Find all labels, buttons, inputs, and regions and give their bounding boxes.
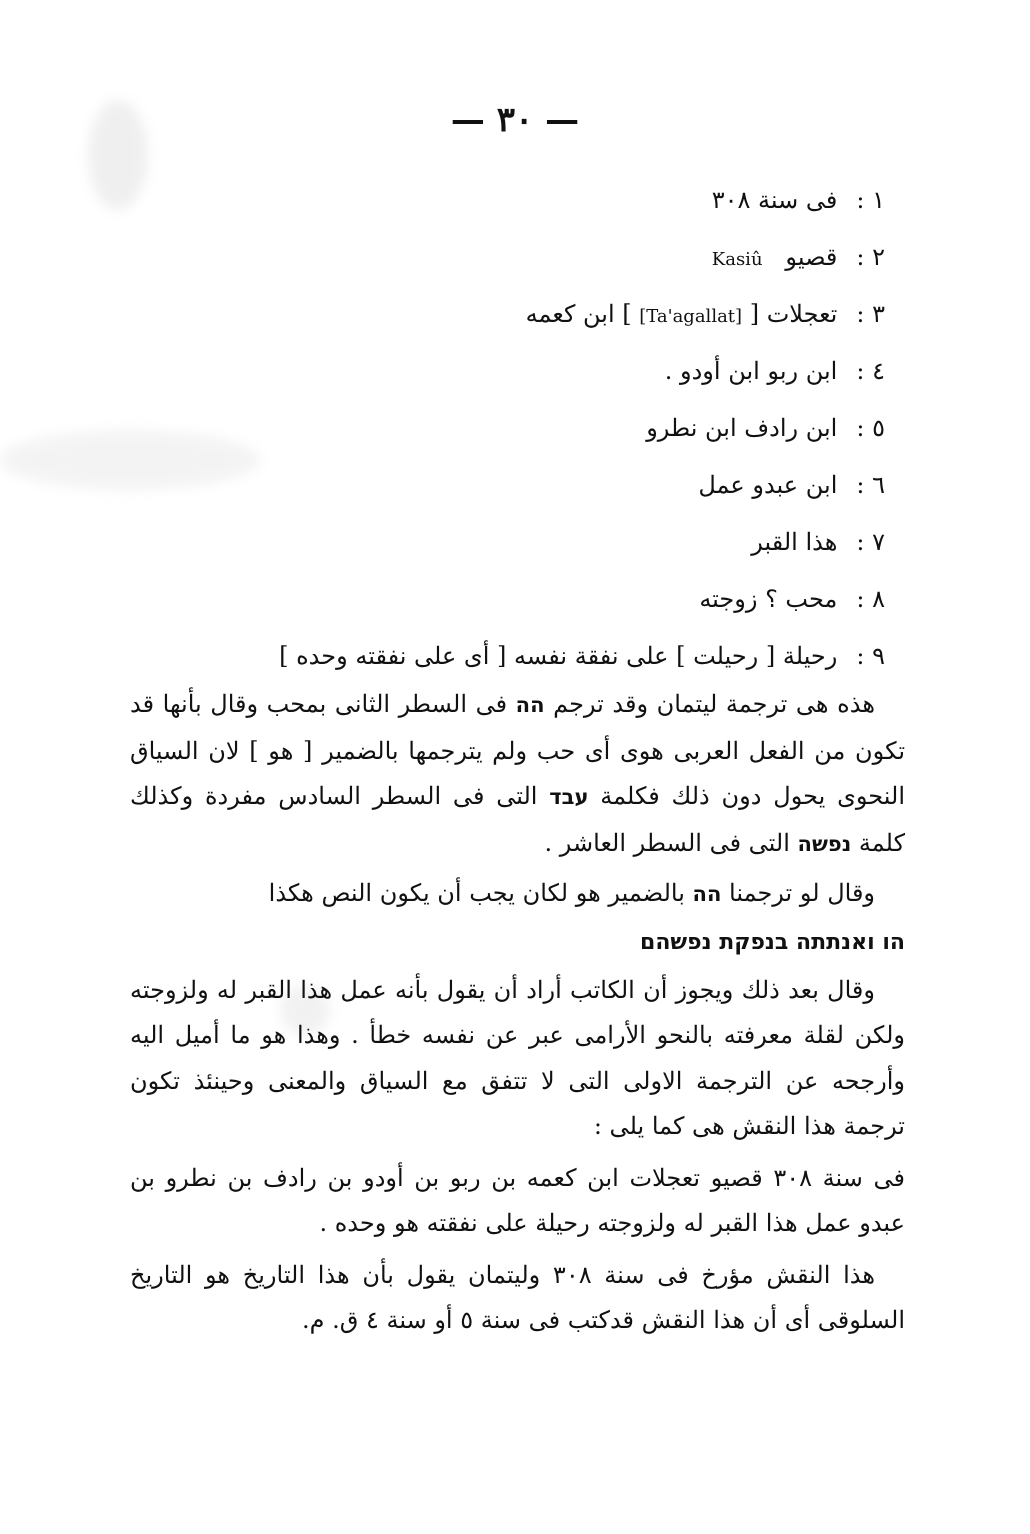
inscription-line bbox=[145, 172, 885, 229]
inscription-line bbox=[145, 229, 885, 286]
line-number: ٦ : bbox=[856, 471, 885, 499]
page-number: — ٣٠ — bbox=[450, 100, 580, 140]
paragraph-final-translation bbox=[130, 1156, 905, 1247]
text-run: فى السطر الثانى بمحب وقال بأنها قد تكون من الفعل العربى هوى أى حب ولم يترجمها بالضمير [ هو ] لان السياق النحوى يحول دون ذلك فكلمة bbox=[130, 690, 905, 810]
latin-transliteration: [Ta'agallat] bbox=[639, 306, 743, 327]
line-number: ٢ : bbox=[856, 243, 885, 271]
text-run: التى فى السطر السادس مفردة وكذلك كلمة bbox=[130, 782, 905, 857]
paragraph-pronoun-note bbox=[130, 871, 905, 918]
line-number: ٨ : bbox=[856, 585, 885, 613]
text-run: وقال لو ترجمنا bbox=[729, 879, 875, 907]
line-text: تعجلات [ bbox=[749, 300, 838, 328]
text-run: هذا النقش مؤرخ فى سنة ٣٠٨ وليتمان يقول بأن هذا التاريخ هو التاريخ السلوقى أى أن هذا النقش قدكتب فى سنة ٥ أو سنة ٤ ق. م. bbox=[130, 1260, 905, 1334]
line-text: محب ؟ زوجته bbox=[699, 585, 838, 613]
line-text: ابن ربو ابن أودو . bbox=[664, 357, 838, 385]
line-text: رحيلة [ رحيلت ] على نفقة نفسه [ أى على نفقته وحده ] bbox=[279, 642, 838, 670]
line-number: ٤ : bbox=[856, 357, 885, 385]
line-text: ابن رادف ابن نطرو bbox=[646, 414, 838, 442]
hebrew-word: עבד bbox=[549, 785, 589, 809]
line-number: ٧ : bbox=[856, 528, 885, 556]
hebrew-word: הה bbox=[515, 693, 545, 717]
hebrew-text-line: הו ואנתתה בנפקת נפשהם bbox=[640, 929, 905, 955]
text-run: التى فى السطر العاشر . bbox=[544, 828, 790, 857]
paragraph-translation-note bbox=[130, 682, 905, 867]
text-run: فى سنة ٣٠٨ قصيو تعجلات ابن كعمه بن ربو بن أودو بن رادف بن نطرو بن عبدو عمل هذا القبر له ولزوجته رحيلة على نفقته هو وحده . bbox=[130, 1163, 906, 1237]
hebrew-word: הה bbox=[692, 882, 722, 906]
line-text: قصيو bbox=[785, 243, 838, 271]
paragraph-dating bbox=[130, 1253, 905, 1344]
line-number: ١ : bbox=[856, 186, 885, 214]
inscription-line bbox=[145, 400, 885, 457]
paragraph-alternative-reading bbox=[130, 968, 905, 1150]
line-number: ٣ : bbox=[856, 300, 885, 328]
line-text: ابن عبدو عمل bbox=[698, 471, 838, 499]
inscription-line bbox=[145, 571, 885, 628]
inscription-line bbox=[145, 457, 885, 514]
line-text: هذا القبر bbox=[751, 528, 838, 556]
text-run: بالضمير هو لكان يجب أن يكون النص هكذا bbox=[268, 879, 685, 907]
text-run: هذه هى ترجمة ليتمان وقد ترجم bbox=[553, 690, 875, 718]
line-text-tail: ] ابن كعمه bbox=[525, 300, 632, 328]
line-number: ٥ : bbox=[856, 414, 885, 442]
inscription-line bbox=[145, 286, 885, 343]
inscription-line bbox=[145, 343, 885, 400]
text-run: وقال بعد ذلك ويجوز أن الكاتب أراد أن يقول بأنه عمل هذا القبر له ولزوجته ولكن لقلة معرفته بالنحو الأرامى عبر عن نفسه خطأ . وهذا هو ما أميل اليه وأرجحه عن الترجمة الاولى التى لا تتفق مع السياق والمعنى وحينئذ تكون ترجمة هذا النقش هى كما يلى : bbox=[130, 975, 905, 1140]
inscription-line bbox=[145, 514, 885, 571]
inscription-line bbox=[145, 628, 885, 685]
line-number: ٩ : bbox=[856, 642, 885, 670]
inscription-lines bbox=[145, 172, 885, 685]
commentary-body bbox=[130, 682, 905, 1344]
hebrew-word: נפשה bbox=[797, 831, 852, 856]
line-text: فى سنة ٣٠٨ bbox=[711, 186, 838, 214]
latin-transliteration: Kasiû bbox=[711, 249, 763, 270]
